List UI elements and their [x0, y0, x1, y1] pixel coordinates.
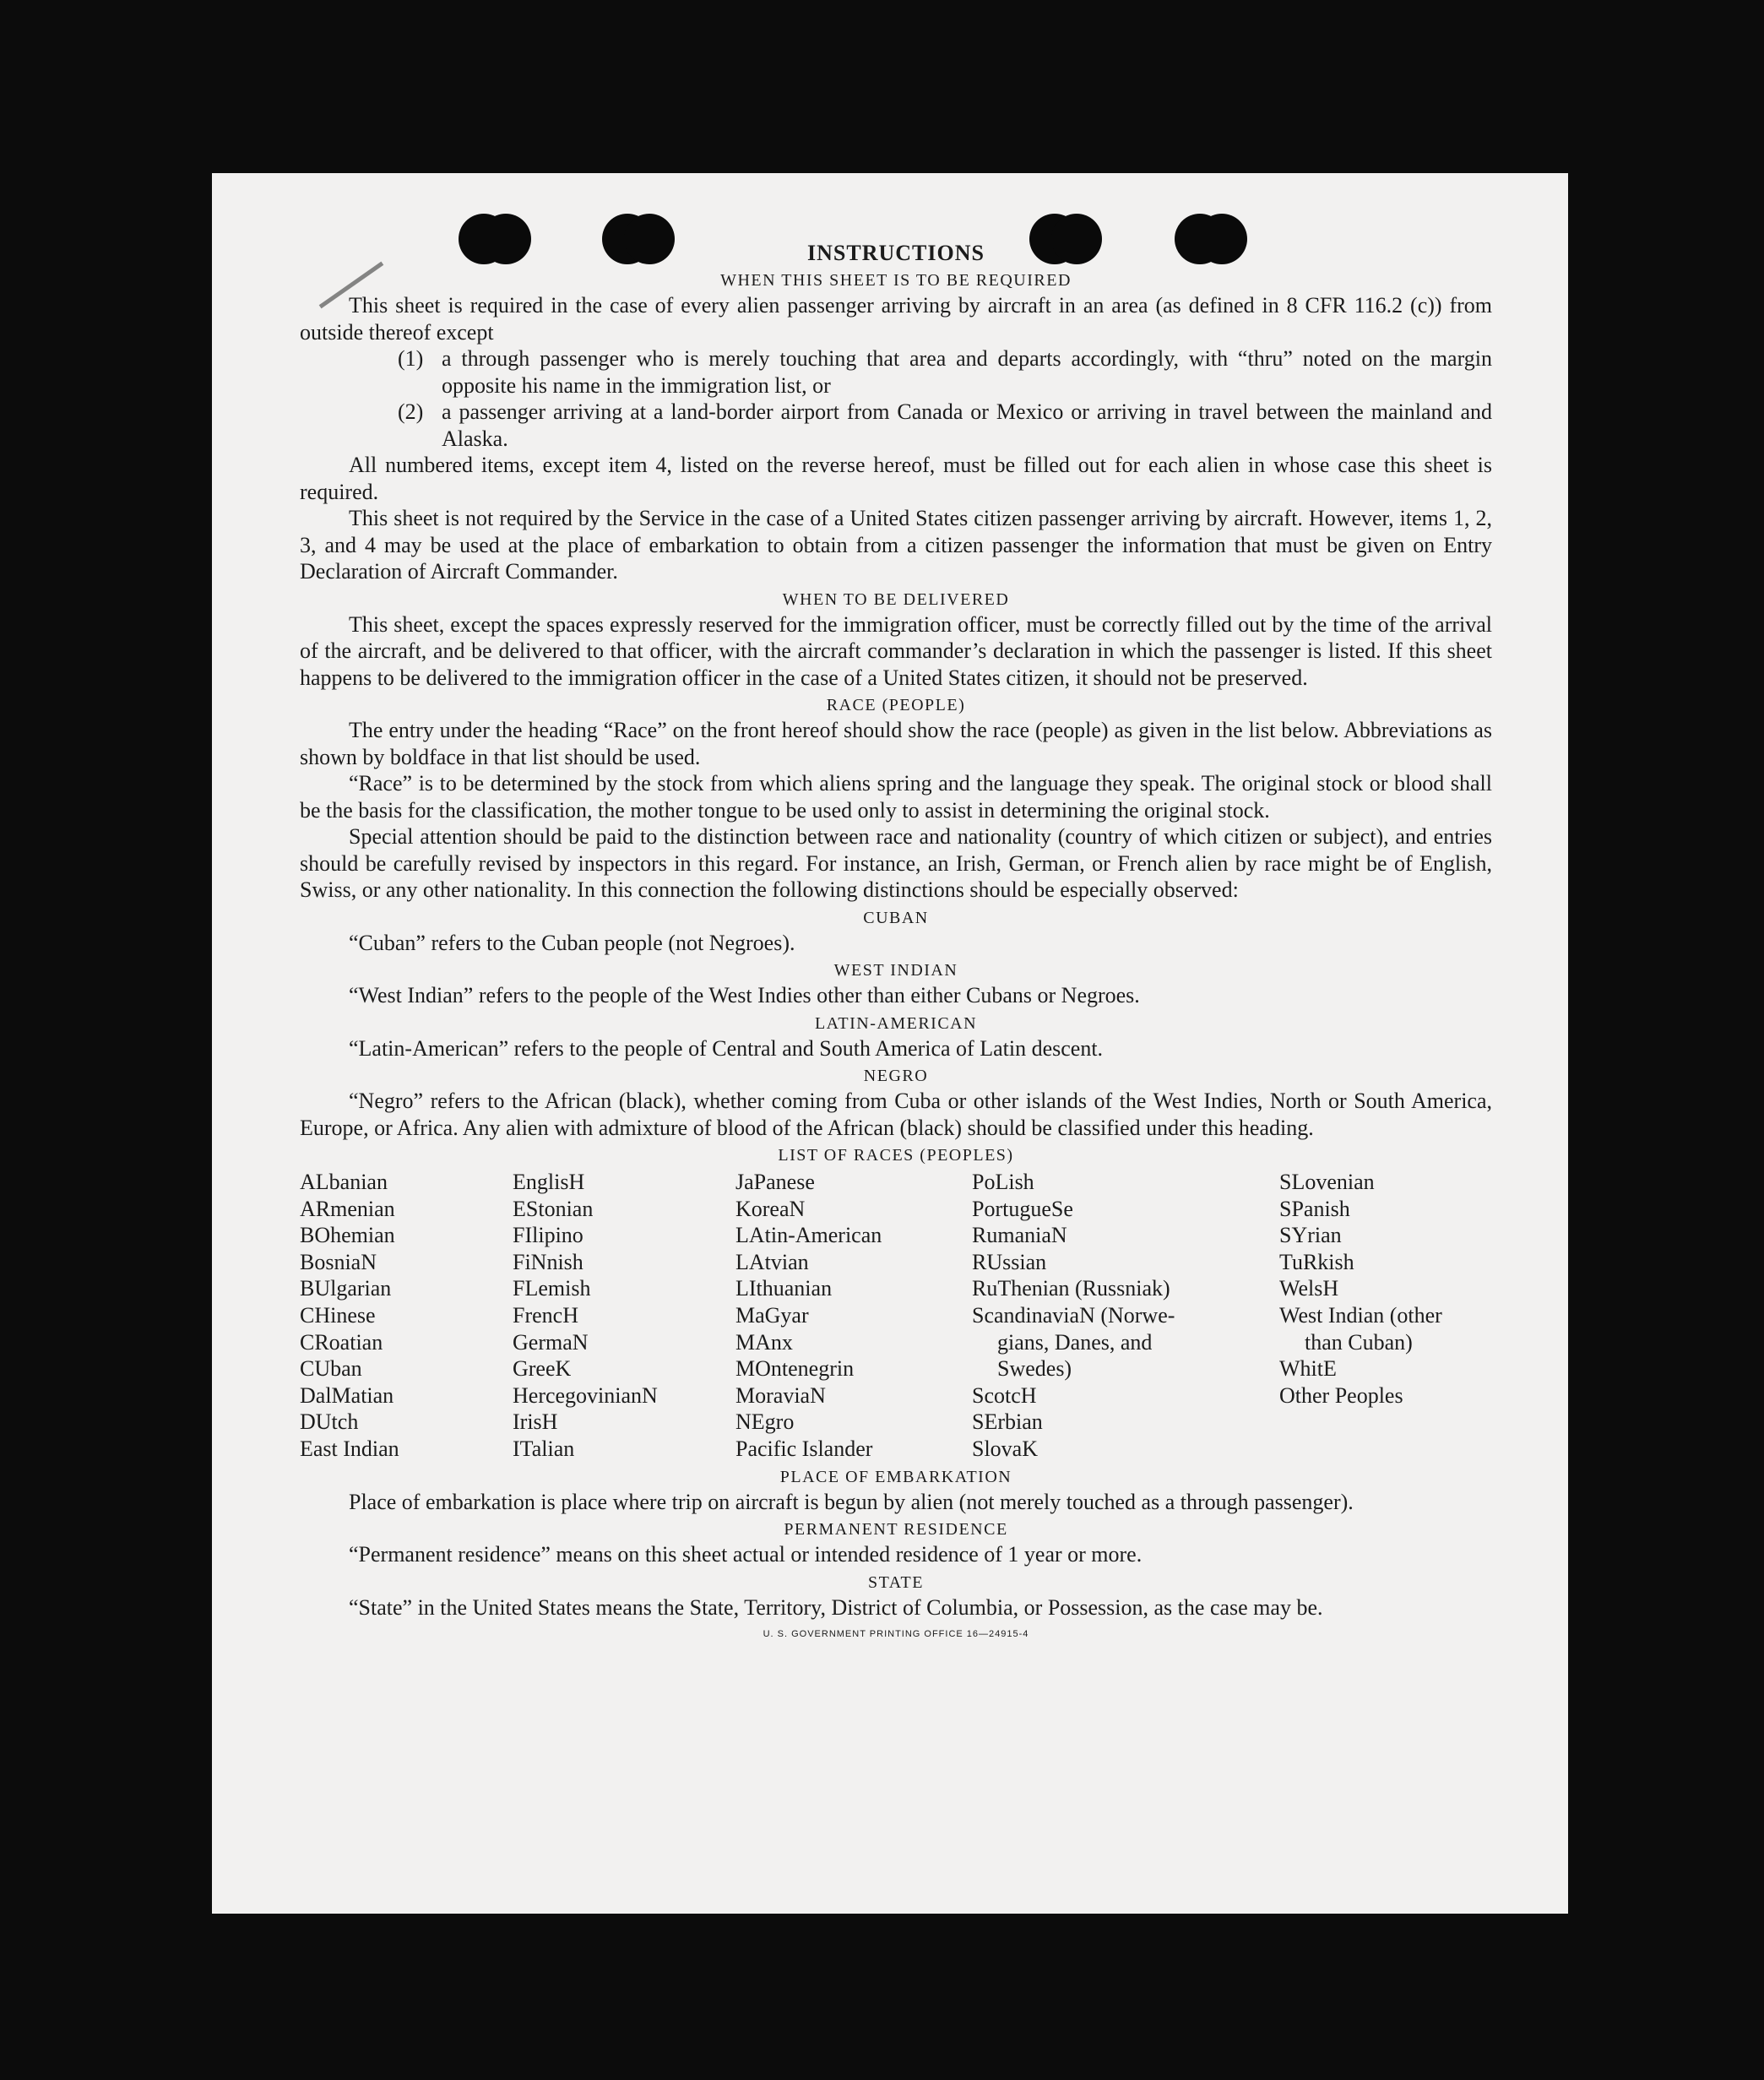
- race-entry: gians, Danes, and: [997, 1329, 1153, 1355]
- paragraph-race-entry: The entry under the heading “Race” on the front hereof should show the race (people) as given in the list below. Abbreviations as shown by boldface in that list should be used.: [300, 718, 1492, 769]
- race-entry: SYrian: [1279, 1223, 1342, 1248]
- paragraph-delivery: This sheet, except the spaces expressly reserved for the immigration officer, must be correctly filled out by the time of the arrival of the aircraft, and be delivered to that officer, with the aircraft commander’s declaration in which the passenger is listed. If this sheet happens to be delivered to the immigration officer in the case of a United States citizen, it should not be preserved.: [300, 611, 1492, 690]
- race-entry: RuThenian (Russniak): [972, 1276, 1170, 1301]
- list-item: [300, 345, 1492, 399]
- race-entry: IrisH: [513, 1409, 558, 1435]
- race-entry: LAtvian: [735, 1249, 809, 1274]
- race-entry: MAnx: [735, 1329, 793, 1355]
- race-entry: NEgro: [735, 1409, 795, 1435]
- race-entry: FiNnish: [513, 1249, 583, 1274]
- races-column: [300, 1169, 513, 1463]
- races-column: [735, 1169, 972, 1463]
- race-entry: EStonian: [513, 1196, 594, 1221]
- race-entry: LIthuanian: [735, 1276, 833, 1301]
- race-entry: Other Peoples: [1279, 1382, 1403, 1408]
- race-entry: West Indian (other: [1279, 1302, 1442, 1328]
- race-entry: PortugueSe: [972, 1196, 1073, 1221]
- section-heading-when-delivered: WHEN TO BE DELIVERED: [782, 589, 1010, 609]
- race-entry: MoraviaN: [735, 1382, 826, 1408]
- race-entry: SlovaK: [972, 1436, 1038, 1461]
- paragraph-residence: “Permanent residence” means on this sheet actual or intended residence of 1 year or more.: [349, 1542, 1143, 1567]
- section-heading-when-required: WHEN THIS SHEET IS TO BE REQUIRED: [720, 271, 1072, 290]
- section-heading-cuban: CUBAN: [863, 908, 929, 927]
- race-entry: KoreaN: [735, 1196, 806, 1221]
- race-entry: Swedes): [997, 1356, 1072, 1382]
- race-entry: DalMatian: [300, 1382, 394, 1408]
- paragraph-west-indian: “West Indian” refers to the people of the West Indies other than either Cubans or Negroes.: [349, 983, 1140, 1007]
- race-entry: GreeK: [513, 1356, 572, 1382]
- race-entry: CRoatian: [300, 1329, 383, 1355]
- race-entry: PoLish: [972, 1170, 1034, 1194]
- section-heading-west-indian: WEST INDIAN: [833, 961, 958, 980]
- punch-holes: [212, 214, 1568, 273]
- paragraph-latin-american: “Latin-American” refers to the people of Central and South America of Latin descent.: [349, 1035, 1104, 1061]
- race-entry: ALbanian: [300, 1170, 388, 1194]
- paragraph-state: “State” in the United States means the State, Territory, District of Columbia, or Possession, as the case may be.: [349, 1594, 1323, 1620]
- race-entry: BUlgarian: [300, 1276, 392, 1301]
- item-text: a passenger arriving at a land-border airport from Canada or Mexico or arriving in travel between the mainland and Alaska.: [442, 399, 1492, 451]
- race-entry: ScotcH: [972, 1382, 1037, 1408]
- punch-hole: [602, 214, 675, 264]
- section-heading-state: STATE: [868, 1572, 924, 1592]
- races-list: [300, 1169, 1492, 1463]
- race-entry: FIlipino: [513, 1223, 583, 1248]
- race-entry: SPanish: [1279, 1196, 1350, 1221]
- race-entry: SLovenian: [1279, 1170, 1375, 1194]
- race-entry: ScandinaviaN (Norwe-: [972, 1302, 1175, 1328]
- race-entry: MaGyar: [735, 1302, 809, 1328]
- section-heading-residence: PERMANENT RESIDENCE: [784, 1520, 1008, 1540]
- race-entry: GermaN: [513, 1329, 589, 1355]
- race-entry: TuRkish: [1279, 1249, 1354, 1274]
- race-entry: Pacific Islander: [735, 1436, 873, 1461]
- item-number: (1): [398, 346, 424, 371]
- race-entry: CUban: [300, 1356, 362, 1382]
- race-entry: East Indian: [300, 1436, 399, 1461]
- section-heading-negro: NEGRO: [863, 1067, 929, 1085]
- section-heading-latin-american: LATIN-AMERICAN: [814, 1013, 978, 1033]
- paragraph-negro: “Negro” refers to the African (black), whether coming from Cuba or other islands of the West Indies, North or South America, Europe, or Africa. Any alien with admixture of blood of the African (black) should be classified under this heading.: [300, 1089, 1492, 1140]
- paragraph-cuban: “Cuban” refers to the Cuban people (not Negroes).: [349, 930, 795, 955]
- paragraph-race-definition: “Race” is to be determined by the stock from which aliens spring and the language they speak. The original stock or blood shall be the basis for the classification, the mother tongue to be used only to assist in determining the original stock.: [300, 771, 1492, 823]
- paragraph-embarkation: Place of embarkation is place where trip on aircraft is begun by alien (not merely touched as a through passenger).: [349, 1489, 1354, 1514]
- races-column: [972, 1169, 1279, 1463]
- punch-hole: [1029, 214, 1102, 264]
- race-entry: ITalian: [513, 1436, 575, 1461]
- instruction-sheet: [212, 173, 1568, 1914]
- race-entry: WelsH: [1279, 1276, 1339, 1301]
- paragraph-required-intro: This sheet is required in the case of every alien passenger arriving by aircraft in an area (as defined in 8 CFR 116.2 (c)) from outside thereof except: [300, 293, 1492, 345]
- paragraph-numbered-items: All numbered items, except item 4, listed on the reverse hereof, must be filled out for each alien in whose case this sheet is required.: [300, 453, 1492, 504]
- race-entry: FrencH: [513, 1302, 578, 1328]
- item-text: a through passenger who is merely touching that area and departs accordingly, with “thru” noted on the margin opposite his name in the immigration list, or: [442, 346, 1492, 398]
- races-column: [1279, 1169, 1495, 1463]
- section-heading-embarkation: PLACE OF EMBARKATION: [779, 1467, 1012, 1486]
- race-entry: HercegovinianN: [513, 1382, 658, 1408]
- section-heading-list-of-races: LIST OF RACES (PEOPLES): [778, 1146, 1014, 1165]
- race-entry: WhitE: [1279, 1356, 1337, 1382]
- race-entry: SErbian: [972, 1409, 1043, 1435]
- race-entry: than Cuban): [1305, 1329, 1413, 1355]
- printer-imprint: U. S. GOVERNMENT PRINTING OFFICE 16—24915-4: [763, 1629, 1029, 1640]
- race-entry: DUtch: [300, 1409, 359, 1435]
- race-entry: FLemish: [513, 1276, 591, 1301]
- list-item: [300, 399, 1492, 452]
- race-entry: EnglisH: [513, 1170, 585, 1194]
- section-heading-race: RACE (PEOPLE): [826, 696, 966, 714]
- race-entry: RUssian: [972, 1249, 1047, 1274]
- punch-hole: [1175, 214, 1247, 264]
- race-entry: JaPanese: [735, 1170, 815, 1194]
- race-entry: RumaniaN: [972, 1223, 1067, 1248]
- item-number: (2): [398, 399, 424, 424]
- race-entry: CHinese: [300, 1302, 376, 1328]
- races-column: [513, 1169, 735, 1463]
- race-entry: LAtin-American: [735, 1223, 882, 1248]
- punch-hole: [459, 214, 531, 264]
- race-entry: ARmenian: [300, 1196, 395, 1221]
- race-entry: BOhemian: [300, 1223, 395, 1248]
- paragraph-citizen: This sheet is not required by the Service in the case of a United States citizen passenger arriving by aircraft. However, items 1, 2, 3, and 4 may be used at the place of embarkation to obtain from a citizen passenger the information that must be given on Entry Declaration of Aircraft Commander.: [300, 506, 1492, 584]
- page-title: INSTRUCTIONS: [807, 241, 985, 265]
- race-entry: MOntenegrin: [735, 1356, 855, 1382]
- paragraph-race-nationality: Special attention should be paid to the distinction between race and nationality (country of which citizen or subject), and entries should be carefully revised by inspectors in this regard. For instance, an Irish, German, or French alien by race might be of English, Swiss, or any other nationality. In this connection the following distinctions should be especially observed:: [300, 824, 1492, 902]
- race-entry: BosniaN: [300, 1249, 377, 1274]
